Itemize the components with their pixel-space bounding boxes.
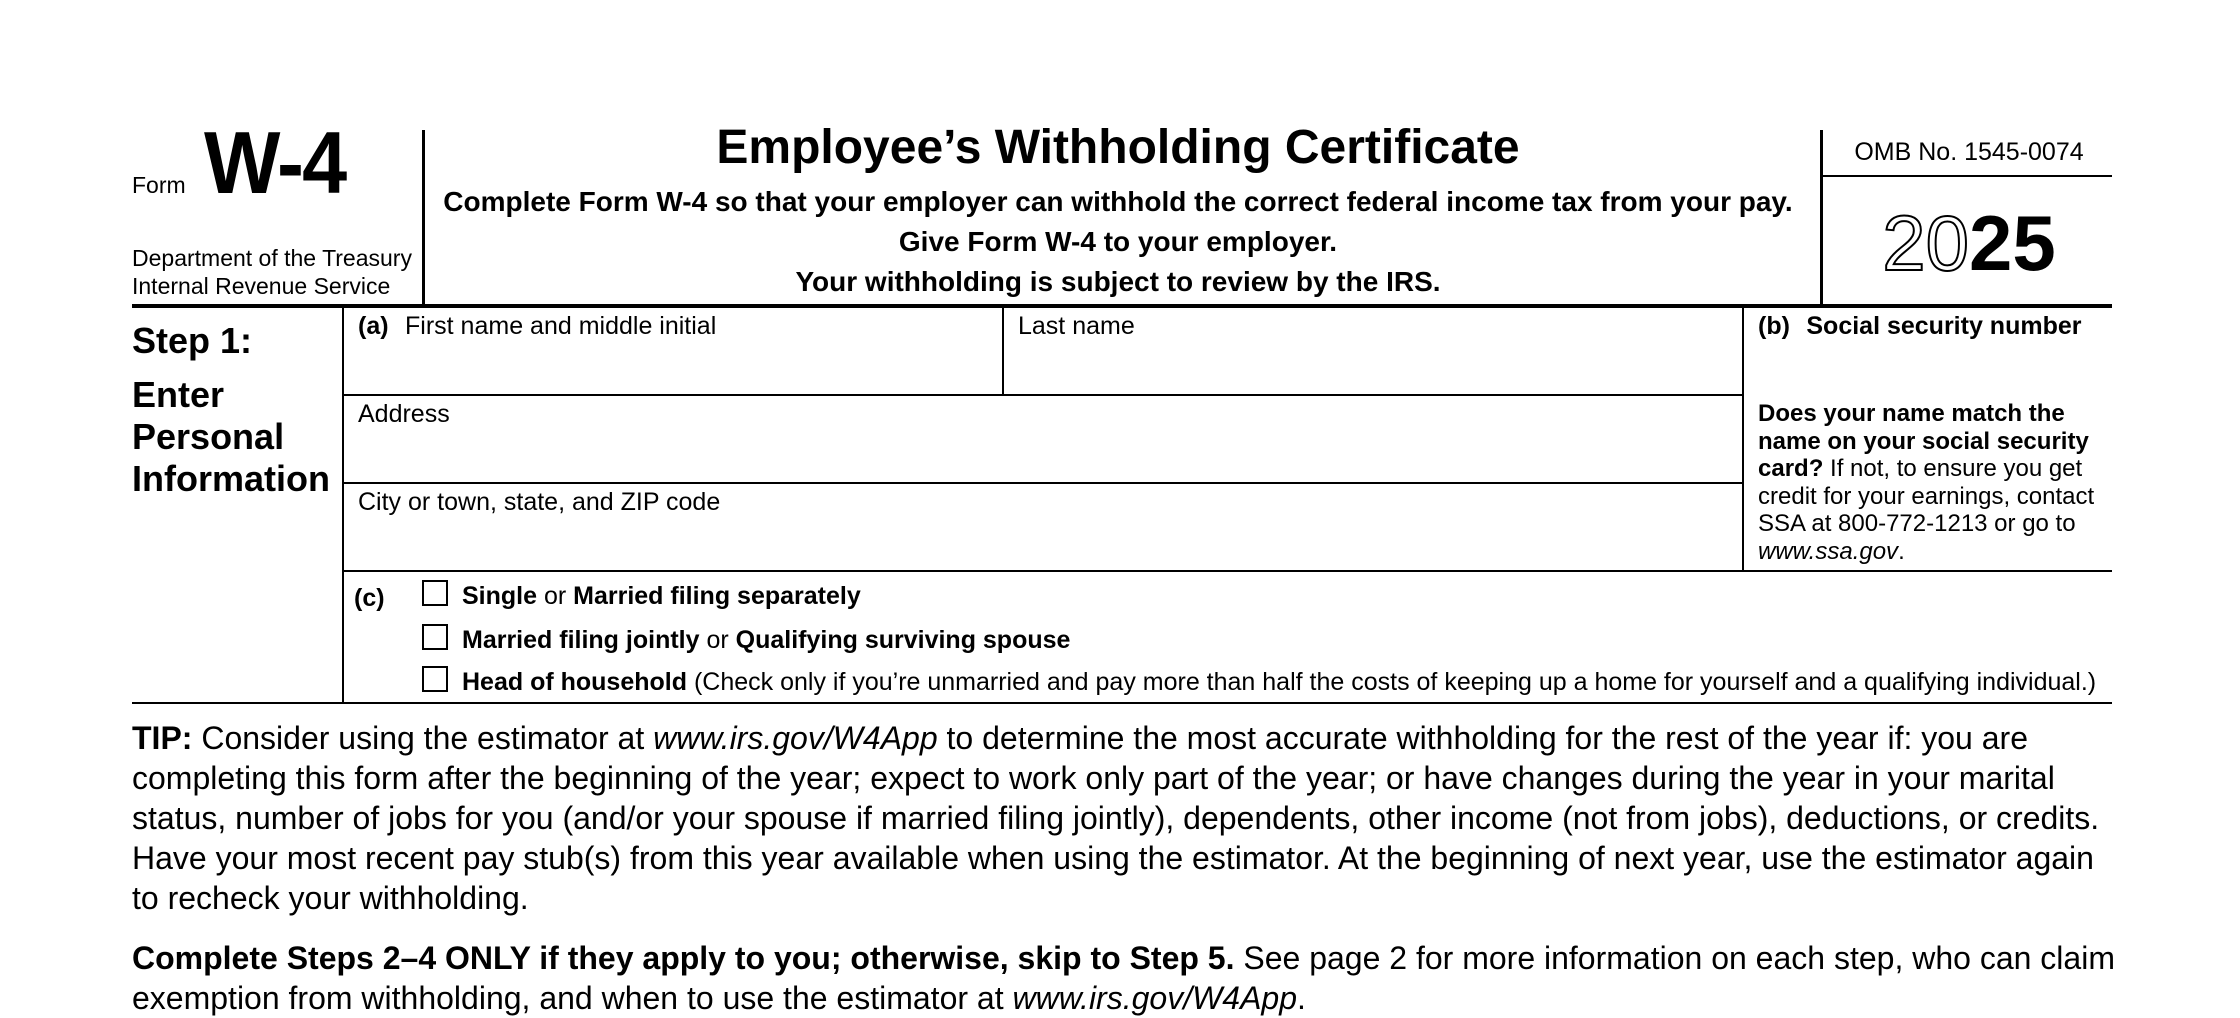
tax-year-bold: 25 — [1969, 199, 2056, 287]
ssn-note-end: . — [1898, 537, 1905, 565]
ssn-name-match-note — [1758, 400, 2118, 565]
form-subtitle-3: Your withholding is subject to review by the IRS. — [795, 266, 1441, 297]
header-left-divider — [422, 130, 425, 304]
first-name-label: First name and middle initial — [405, 312, 717, 340]
form-title: Employee’s Withholding Certificate — [716, 121, 1520, 174]
field-c-tag: (c) — [354, 584, 385, 612]
head-of-household-checkbox[interactable] — [422, 666, 448, 692]
option-label: Qualifying surviving spouse — [735, 626, 1071, 654]
last-name-field[interactable] — [1004, 306, 1740, 394]
address-field[interactable] — [344, 396, 1740, 482]
city-state-zip-field[interactable] — [344, 484, 1740, 570]
complete-steps-paragraph — [132, 938, 2122, 1018]
filing-option-single — [462, 582, 861, 611]
omb-divider — [1822, 175, 2112, 177]
ssn-note-question: Does your name match the name on your social security card? — [1758, 400, 2089, 482]
ssn-label: Social security number — [1806, 312, 2082, 340]
header-right-divider — [1820, 130, 1823, 304]
tip-label: TIP: — [132, 720, 193, 756]
form-number: W-4 — [204, 113, 346, 212]
ssa-link[interactable]: www.ssa.gov — [1758, 537, 1899, 565]
option-label: Single — [462, 582, 538, 610]
step1-description: Enter Personal Information — [132, 374, 330, 499]
field-a-tag: (a) — [358, 312, 389, 340]
tax-year — [1826, 198, 2112, 289]
option-note: (Check only if you’re unmarried and pay more than half the costs of keeping up a home for yourself and a qualifying individual.) — [687, 668, 2097, 696]
single-checkbox[interactable] — [422, 580, 448, 606]
complete-steps-text: See page 2 for more information on each step, who can claim exemption from withholding, and when to use the estimator at — [132, 940, 2115, 1016]
irs-line: Internal Revenue Service — [132, 273, 391, 299]
option-label: Married filing jointly — [462, 626, 700, 654]
married-jointly-checkbox[interactable] — [422, 624, 448, 650]
complete-steps-bold: Complete Steps 2–4 ONLY if they apply to you; otherwise, skip to Step 5. — [132, 940, 1235, 976]
filing-option-married-jointly — [462, 626, 1070, 655]
address-label: Address — [358, 400, 450, 428]
option-connector: or — [537, 582, 574, 610]
row3-rule — [342, 570, 2112, 572]
option-connector: or — [699, 626, 736, 654]
ssn-field[interactable] — [1744, 306, 2112, 394]
department-info — [132, 244, 412, 300]
form-subtitle-2: Give Form W-4 to your employer. — [898, 226, 1338, 257]
department-line: Department of the Treasury — [132, 245, 412, 271]
omb-number: OMB No. 1545-0074 — [1854, 138, 2084, 166]
tip-text-2: to determine the most accurate withholding for the rest of the year if: you are completing this form after the beginning of the year; expect to work only part of the year; or have changes during the year in your marital status, number of jobs for you (and/or your spouse if married filing jointly), dependents, other income (not from jobs), deductions, or credits. Have your most recent pay stub(s) from this year available when using the estimator. At the beginning of next year, use the estimator again to recheck your withholding. — [132, 720, 2100, 916]
tip-text-1: Consider using the estimator at — [192, 720, 654, 756]
option-label: Married filing separately — [573, 582, 861, 610]
first-name-field[interactable] — [344, 306, 1000, 394]
complete-steps-end: . — [1297, 980, 1306, 1016]
tip-paragraph — [132, 718, 2122, 918]
filing-option-head-of-household — [462, 668, 2096, 697]
city-state-zip-label: City or town, state, and ZIP code — [358, 488, 721, 516]
option-label: Head of household — [462, 668, 687, 696]
w4app-link[interactable]: www.irs.gov/W4App — [653, 720, 938, 756]
step1-heading: Step 1: — [132, 320, 253, 361]
ssn-note-text: If not, to ensure you get credit for your earnings, contact SSA at 800-772-1213 or go to — [1758, 455, 2095, 537]
form-subtitle-1: Complete Form W-4 so that your employer can withhold the correct federal income tax from your pay. — [443, 186, 1793, 217]
form-label: Form — [132, 172, 186, 198]
tax-year-outline: 20 — [1882, 199, 1969, 287]
w4app-link[interactable]: www.irs.gov/W4App — [1012, 980, 1298, 1016]
step1-bottom-rule — [132, 702, 2112, 704]
field-b-tag: (b) — [1758, 312, 1790, 340]
last-name-label: Last name — [1018, 312, 1135, 340]
